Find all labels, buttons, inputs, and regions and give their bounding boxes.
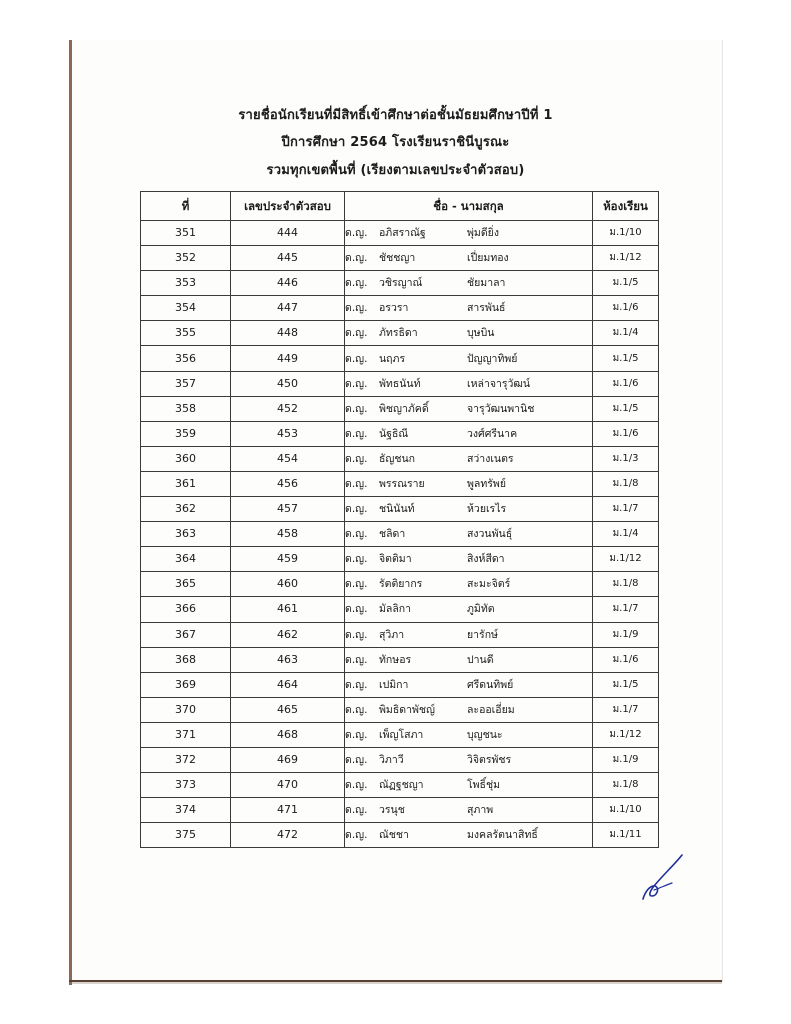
exam-id-cell: 456 xyxy=(231,471,345,496)
name-title: ด.ญ. xyxy=(345,252,368,265)
last-name: จารุวัฒนพานิช xyxy=(467,402,535,415)
last-name: มงคลรัตนาสิทธิ์ xyxy=(467,829,538,842)
exam-id-cell: 460 xyxy=(231,572,345,597)
last-name: สะมะจิตร์ xyxy=(467,578,511,591)
name-title: ด.ญ. xyxy=(345,829,368,842)
signature-mark xyxy=(642,852,688,902)
name-title: ด.ญ. xyxy=(345,277,368,290)
first-name: รัตติยากร xyxy=(379,578,423,591)
name-title: ด.ญ. xyxy=(345,302,368,315)
student-name-cell xyxy=(345,221,593,246)
first-name: เปมิกา xyxy=(379,678,409,691)
exam-id-cell: 444 xyxy=(231,221,345,246)
student-name-cell xyxy=(345,597,593,622)
last-name: พูลทรัพย์ xyxy=(467,477,506,490)
table-row xyxy=(141,471,659,496)
student-name-cell xyxy=(345,747,593,772)
classroom-cell: ม.1/5 xyxy=(593,346,659,371)
table-row xyxy=(141,246,659,271)
classroom-cell: ม.1/8 xyxy=(593,773,659,798)
header-exam-id: เลขประจำตัวสอบ xyxy=(231,192,345,221)
classroom-cell: ม.1/8 xyxy=(593,572,659,597)
exam-id-cell: 462 xyxy=(231,622,345,647)
classroom-cell: ม.1/3 xyxy=(593,446,659,471)
name-title: ด.ญ. xyxy=(345,377,368,390)
exam-id-cell: 454 xyxy=(231,446,345,471)
student-name-cell xyxy=(345,522,593,547)
first-name: จิตติมา xyxy=(379,553,412,566)
name-title: ด.ญ. xyxy=(345,427,368,440)
name-title: ด.ญ. xyxy=(345,804,368,817)
row-number-cell: 352 xyxy=(141,246,231,271)
first-name: อภิสราณัฐ xyxy=(379,227,426,240)
student-name-cell xyxy=(345,396,593,421)
student-name-cell xyxy=(345,371,593,396)
last-name: บุษบิน xyxy=(467,327,495,340)
exam-id-cell: 458 xyxy=(231,522,345,547)
row-number-cell: 353 xyxy=(141,271,231,296)
exam-id-cell: 449 xyxy=(231,346,345,371)
last-name: พุ่มดียิ่ง xyxy=(467,227,499,240)
last-name: สุภาพ xyxy=(467,804,494,817)
header-no: ที่ xyxy=(141,192,231,221)
student-name-cell xyxy=(345,622,593,647)
table-row xyxy=(141,597,659,622)
name-title: ด.ญ. xyxy=(345,603,368,616)
name-title: ด.ญ. xyxy=(345,477,368,490)
header-name: ชื่อ - นามสกุล xyxy=(345,192,593,221)
table-row xyxy=(141,421,659,446)
row-number-cell: 358 xyxy=(141,396,231,421)
exam-id-cell: 470 xyxy=(231,773,345,798)
name-title: ด.ญ. xyxy=(345,779,368,792)
classroom-cell: ม.1/6 xyxy=(593,296,659,321)
first-name: เพ็ญโสภา xyxy=(379,728,424,741)
first-name: วิภาวี xyxy=(379,754,404,767)
last-name: วงศ์ศรีนาค xyxy=(467,427,518,440)
student-name-cell xyxy=(345,321,593,346)
name-title: ด.ญ. xyxy=(345,553,368,566)
exam-id-cell: 468 xyxy=(231,722,345,747)
last-name: เหล่าจารุวัฒน์ xyxy=(467,377,531,390)
classroom-cell: ม.1/10 xyxy=(593,798,659,823)
name-title: ด.ญ. xyxy=(345,503,368,516)
exam-id-cell: 452 xyxy=(231,396,345,421)
name-title: ด.ญ. xyxy=(345,754,368,767)
header-row xyxy=(141,192,659,221)
table-row xyxy=(141,371,659,396)
student-name-cell xyxy=(345,572,593,597)
student-name-cell xyxy=(345,823,593,848)
classroom-cell: ม.1/5 xyxy=(593,396,659,421)
row-number-cell: 367 xyxy=(141,622,231,647)
row-number-cell: 357 xyxy=(141,371,231,396)
last-name: ภูมิทัต xyxy=(467,603,495,616)
row-number-cell: 368 xyxy=(141,647,231,672)
first-name: พัทธนันท์ xyxy=(379,377,421,390)
classroom-cell: ม.1/12 xyxy=(593,547,659,572)
exam-id-cell: 469 xyxy=(231,747,345,772)
first-name: พิมธิดาพัชญ์ xyxy=(379,703,435,716)
first-name: ณัชชา xyxy=(379,829,409,842)
name-title: ด.ญ. xyxy=(345,227,368,240)
classroom-cell: ม.1/6 xyxy=(593,421,659,446)
name-title: ด.ญ. xyxy=(345,628,368,641)
last-name: สงวนพันธุ์ xyxy=(467,528,513,541)
student-name-cell xyxy=(345,647,593,672)
last-name: บุญชนะ xyxy=(467,728,503,741)
classroom-cell: ม.1/7 xyxy=(593,497,659,522)
table-row xyxy=(141,647,659,672)
exam-id-cell: 445 xyxy=(231,246,345,271)
row-number-cell: 365 xyxy=(141,572,231,597)
student-roster-table xyxy=(140,191,659,848)
first-name: วรนุช xyxy=(379,804,405,817)
last-name: สารพันธ์ xyxy=(467,302,506,315)
classroom-cell: ม.1/5 xyxy=(593,271,659,296)
row-number-cell: 361 xyxy=(141,471,231,496)
exam-id-cell: 447 xyxy=(231,296,345,321)
table-row xyxy=(141,747,659,772)
classroom-cell: ม.1/12 xyxy=(593,246,659,271)
classroom-cell: ม.1/11 xyxy=(593,823,659,848)
first-name: นฤภร xyxy=(379,352,406,365)
first-name: ชลิดา xyxy=(379,528,406,541)
student-name-cell xyxy=(345,773,593,798)
student-name-cell xyxy=(345,672,593,697)
first-name: ชนินันท์ xyxy=(379,503,415,516)
name-title: ด.ญ. xyxy=(345,327,368,340)
classroom-cell: ม.1/7 xyxy=(593,597,659,622)
row-number-cell: 363 xyxy=(141,522,231,547)
classroom-cell: ม.1/5 xyxy=(593,672,659,697)
table-row xyxy=(141,722,659,747)
last-name: ปัญญาทิพย์ xyxy=(467,352,518,365)
row-number-cell: 364 xyxy=(141,547,231,572)
first-name: ธัญชนก xyxy=(379,452,416,465)
last-name: ห้วยเรไร xyxy=(467,503,507,516)
row-number-cell: 374 xyxy=(141,798,231,823)
table-row xyxy=(141,823,659,848)
row-number-cell: 375 xyxy=(141,823,231,848)
first-name: สุวิภา xyxy=(379,628,405,641)
name-title: ด.ญ. xyxy=(345,352,368,365)
table-row xyxy=(141,346,659,371)
table-header xyxy=(141,192,659,221)
classroom-cell: ม.1/12 xyxy=(593,722,659,747)
student-name-cell xyxy=(345,547,593,572)
exam-id-cell: 471 xyxy=(231,798,345,823)
first-name: นัฐธิณี xyxy=(379,427,409,440)
row-number-cell: 354 xyxy=(141,296,231,321)
student-name-cell xyxy=(345,246,593,271)
paper-bottom-edge xyxy=(69,980,722,982)
row-number-cell: 370 xyxy=(141,697,231,722)
row-number-cell: 373 xyxy=(141,773,231,798)
table-row xyxy=(141,321,659,346)
classroom-cell: ม.1/9 xyxy=(593,747,659,772)
first-name: พิชญาภัคดิ์ xyxy=(379,402,429,415)
exam-id-cell: 457 xyxy=(231,497,345,522)
row-number-cell: 371 xyxy=(141,722,231,747)
table-row xyxy=(141,497,659,522)
table-row xyxy=(141,773,659,798)
first-name: อรวรา xyxy=(379,302,409,315)
exam-id-cell: 465 xyxy=(231,697,345,722)
first-name: ภัทรธิดา xyxy=(379,327,418,340)
first-name: พรรณราย xyxy=(379,477,425,490)
last-name: ละออเอี่ยม xyxy=(467,703,515,716)
row-number-cell: 372 xyxy=(141,747,231,772)
name-title: ด.ญ. xyxy=(345,402,368,415)
name-title: ด.ญ. xyxy=(345,578,368,591)
exam-id-cell: 448 xyxy=(231,321,345,346)
name-title: ด.ญ. xyxy=(345,653,368,666)
first-name: วชิรญาณ์ xyxy=(379,277,423,290)
student-name-cell xyxy=(345,697,593,722)
table-row xyxy=(141,296,659,321)
student-name-cell xyxy=(345,722,593,747)
table-row xyxy=(141,522,659,547)
exam-id-cell: 464 xyxy=(231,672,345,697)
last-name: ปานดี xyxy=(467,653,494,666)
name-title: ด.ญ. xyxy=(345,452,368,465)
table-row xyxy=(141,798,659,823)
last-name: วิจิตรพัชร xyxy=(467,754,512,767)
last-name: สิงห์สีดา xyxy=(467,553,505,566)
student-name-cell xyxy=(345,421,593,446)
row-number-cell: 355 xyxy=(141,321,231,346)
row-number-cell: 359 xyxy=(141,421,231,446)
document-title: รายชื่อนักเรียนที่มีสิทธิ์เข้าศึกษาต่อชั้นมัธยมศึกษาปีที่ 1 xyxy=(238,108,553,123)
classroom-cell: ม.1/8 xyxy=(593,471,659,496)
exam-id-cell: 450 xyxy=(231,371,345,396)
first-name: ทักษอร xyxy=(379,653,412,666)
student-name-cell xyxy=(345,296,593,321)
exam-id-cell: 461 xyxy=(231,597,345,622)
first-name: ชัชชญา xyxy=(379,252,416,265)
table-row xyxy=(141,396,659,421)
row-number-cell: 360 xyxy=(141,446,231,471)
row-number-cell: 362 xyxy=(141,497,231,522)
student-name-cell xyxy=(345,446,593,471)
first-name: ณัฏฐชญา xyxy=(379,779,424,792)
document-subtitle: ปีการศึกษา 2564 โรงเรียนราชินีบูรณะ xyxy=(281,135,510,150)
name-title: ด.ญ. xyxy=(345,528,368,541)
row-number-cell: 351 xyxy=(141,221,231,246)
row-number-cell: 366 xyxy=(141,597,231,622)
table-row xyxy=(141,622,659,647)
first-name: มัลลิกา xyxy=(379,603,412,616)
last-name: เปี่ยมทอง xyxy=(467,252,509,265)
classroom-cell: ม.1/6 xyxy=(593,371,659,396)
classroom-cell: ม.1/6 xyxy=(593,647,659,672)
header-room: ห้องเรียน xyxy=(593,192,659,221)
document-note: รวมทุกเขตพื้นที่ (เรียงตามเลขประจำตัวสอบ) xyxy=(266,163,525,178)
name-title: ด.ญ. xyxy=(345,728,368,741)
table-row xyxy=(141,547,659,572)
classroom-cell: ม.1/4 xyxy=(593,321,659,346)
row-number-cell: 356 xyxy=(141,346,231,371)
last-name: ยารักษ์ xyxy=(467,628,498,641)
table-row xyxy=(141,221,659,246)
table-row xyxy=(141,697,659,722)
exam-id-cell: 446 xyxy=(231,271,345,296)
student-name-cell xyxy=(345,798,593,823)
classroom-cell: ม.1/10 xyxy=(593,221,659,246)
name-title: ด.ญ. xyxy=(345,678,368,691)
table-row xyxy=(141,672,659,697)
exam-id-cell: 453 xyxy=(231,421,345,446)
last-name: ชัยมาลา xyxy=(467,277,506,290)
name-title: ด.ญ. xyxy=(345,703,368,716)
exam-id-cell: 463 xyxy=(231,647,345,672)
student-name-cell xyxy=(345,271,593,296)
row-number-cell: 369 xyxy=(141,672,231,697)
last-name: สว่างเนตร xyxy=(467,452,514,465)
classroom-cell: ม.1/4 xyxy=(593,522,659,547)
student-name-cell xyxy=(345,346,593,371)
last-name: โพธิ์ชุ่ม xyxy=(467,779,501,792)
student-name-cell xyxy=(345,471,593,496)
exam-id-cell: 459 xyxy=(231,547,345,572)
classroom-cell: ม.1/7 xyxy=(593,697,659,722)
table-body xyxy=(141,221,659,848)
classroom-cell: ม.1/9 xyxy=(593,622,659,647)
table-row xyxy=(141,271,659,296)
table-row xyxy=(141,572,659,597)
exam-id-cell: 472 xyxy=(231,823,345,848)
table-row xyxy=(141,446,659,471)
student-name-cell xyxy=(345,497,593,522)
last-name: ศรีดนทิพย์ xyxy=(467,678,514,691)
